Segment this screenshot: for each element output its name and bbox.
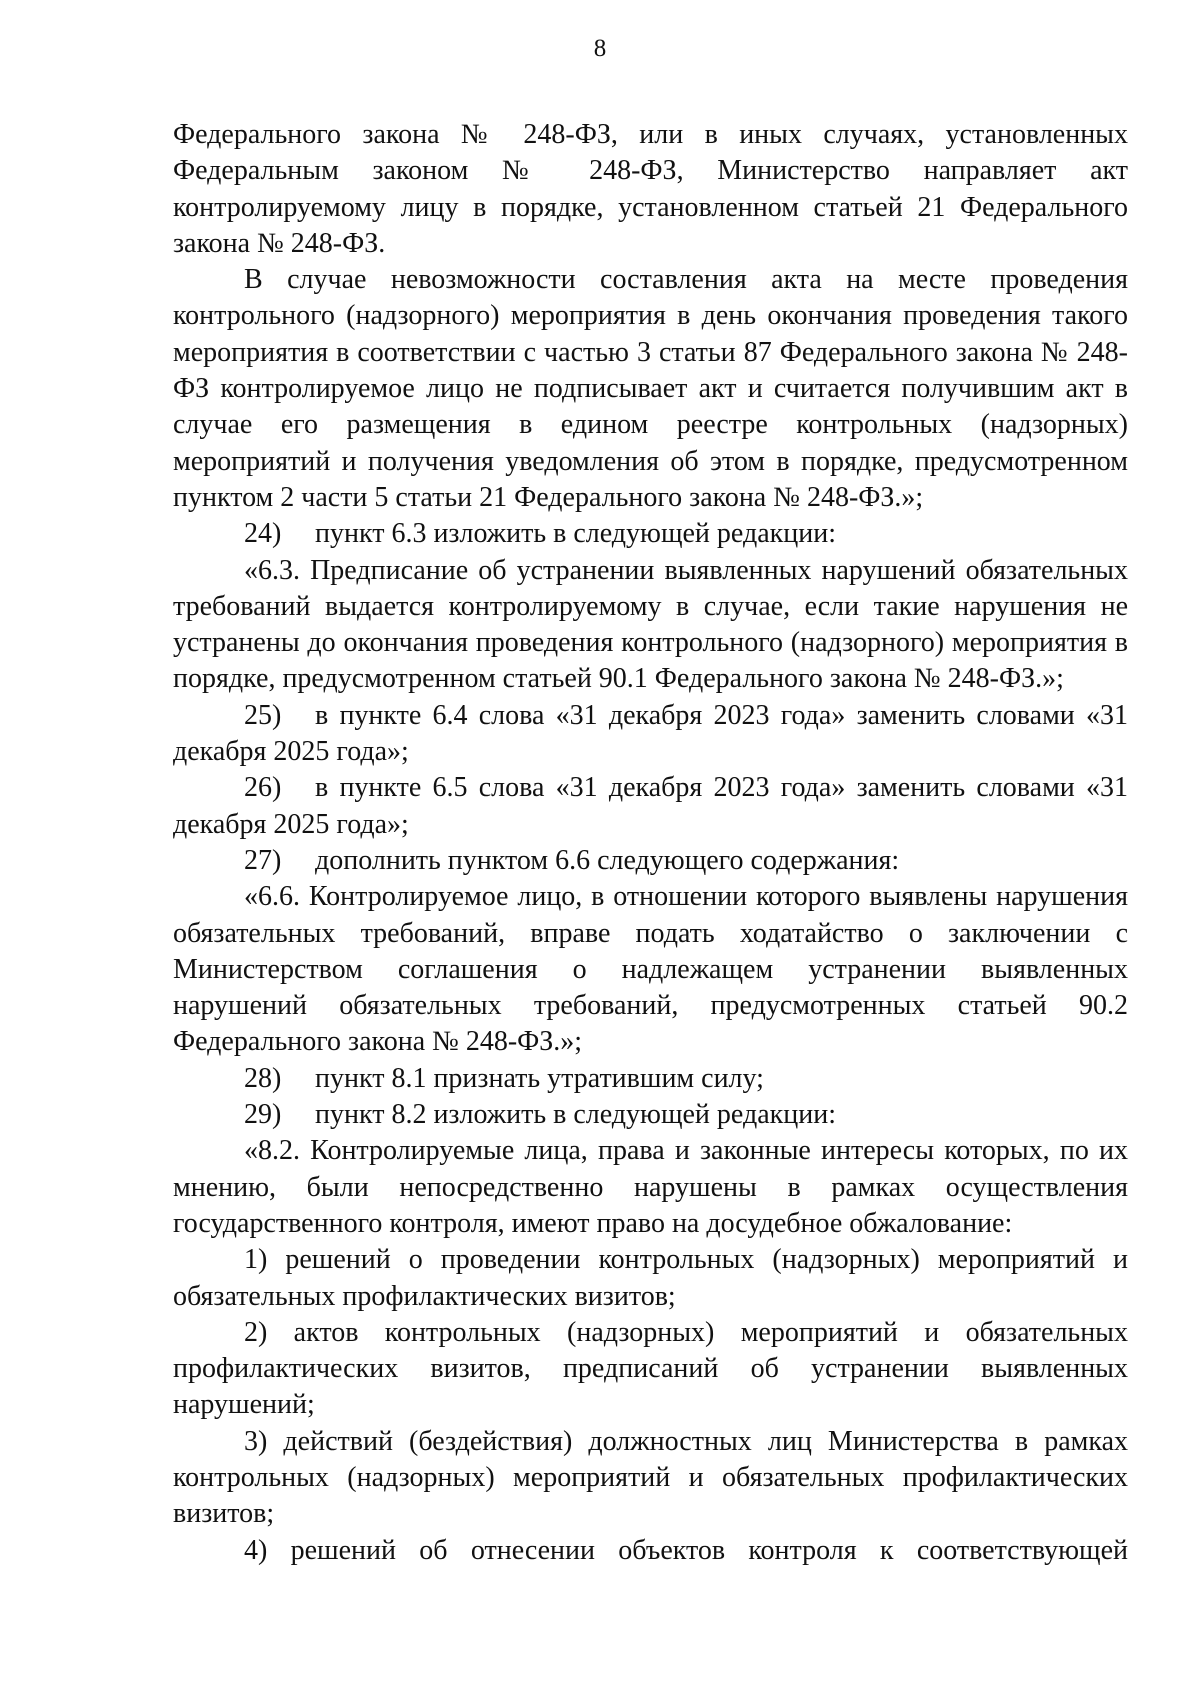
list-item	[173, 1061, 1128, 1097]
list-item-text: дополнить пунктом 6.6 следующего содержания:	[315, 844, 900, 876]
list-item	[173, 1097, 1128, 1133]
paragraph: Федерального закона № 248-ФЗ, или в иных случаях, установленных Федеральным законом № 248-ФЗ, Министерство направляет акт контролируемому лицу в порядке, установленном статьей 21 Федерального закона № 248-ФЗ.	[173, 119, 1128, 259]
list-item	[173, 770, 1128, 843]
list-item-text: в пункте 6.4 слова «31 декабря 2023 года» заменить словами «31 декабря 2025 года»;	[173, 699, 1128, 768]
list-item-number: 27)	[244, 844, 282, 876]
paragraph: 1) решений о проведении контрольных (надзорных) мероприятий и обязательных профилактических визитов;	[173, 1244, 1128, 1312]
list-item-number: 29)	[244, 1099, 282, 1131]
list-item-number: 24)	[244, 518, 282, 550]
list-item-text: пункт 8.2 изложить в следующей редакции:	[315, 1099, 836, 1131]
paragraph: «6.6. Контролируемое лицо, в отношении которого выявлены нарушения обязательных требований, вправе подать ходатайство о заключении с Министерством соглашения о надлежащем устранении выявленных нарушений обязательных требований, предусмотренных статьей 90.2 Федерального закона № 248-ФЗ.»;	[173, 881, 1128, 1058]
list-item	[173, 843, 1128, 879]
list-item	[173, 516, 1128, 552]
paragraph: «6.3. Предписание об устранении выявленных нарушений обязательных требований выдается контролируемому в случае, если такие нарушения не устранены до окончания проведения контрольного (надзорного) мероприятия в порядке, предусмотренном статьей 90.1 Федерального закона № 248-ФЗ.»;	[173, 554, 1128, 695]
document-body	[173, 117, 1128, 1569]
paragraph: В случае невозможности составления акта на месте проведения контрольного (надзорного) мероприятия в день окончания проведения такого мероприятия в соответствии с частью 3 статьи 87 Федерального закона № 248-ФЗ контролируемое лицо не подписывает акт и считается получившим акт в случае его размещения в едином реестре контрольных (надзорных) мероприятий и получения уведомления об этом в порядке, предусмотренном пунктом 2 части 5 статьи 21 Федерального закона № 248-ФЗ.»;	[173, 264, 1128, 513]
list-item	[173, 698, 1128, 771]
page-number: 8	[593, 35, 607, 62]
list-item-text: в пункте 6.5 слова «31 декабря 2023 года» заменить словами «31 декабря 2025 года»;	[173, 772, 1128, 840]
paragraph: 2) актов контрольных (надзорных) мероприятий и обязательных профилактических визитов, предписаний об устранении выявленных нарушений;	[173, 1316, 1128, 1421]
list-item-text: пункт 8.1 признать утратившим силу;	[315, 1062, 764, 1094]
list-item-number: 28)	[244, 1062, 282, 1094]
list-item-number: 26)	[244, 772, 282, 804]
paragraph: 4) решений об отнесении объектов контроля к соответствующей	[244, 1534, 1128, 1566]
list-item-text: пункт 6.3 изложить в следующей редакции:	[315, 518, 836, 550]
paragraph: 3) действий (бездействия) должностных лиц Министерства в рамках контрольных (надзорных) мероприятий и обязательных профилактических визитов;	[173, 1425, 1128, 1530]
list-item-number: 25)	[244, 699, 282, 731]
paragraph: «8.2. Контролируемые лица, права и законные интересы которых, по их мнению, были непосредственно нарушены в рамках осуществления государственного контроля, имеют право на досудебное обжалование:	[173, 1135, 1128, 1239]
